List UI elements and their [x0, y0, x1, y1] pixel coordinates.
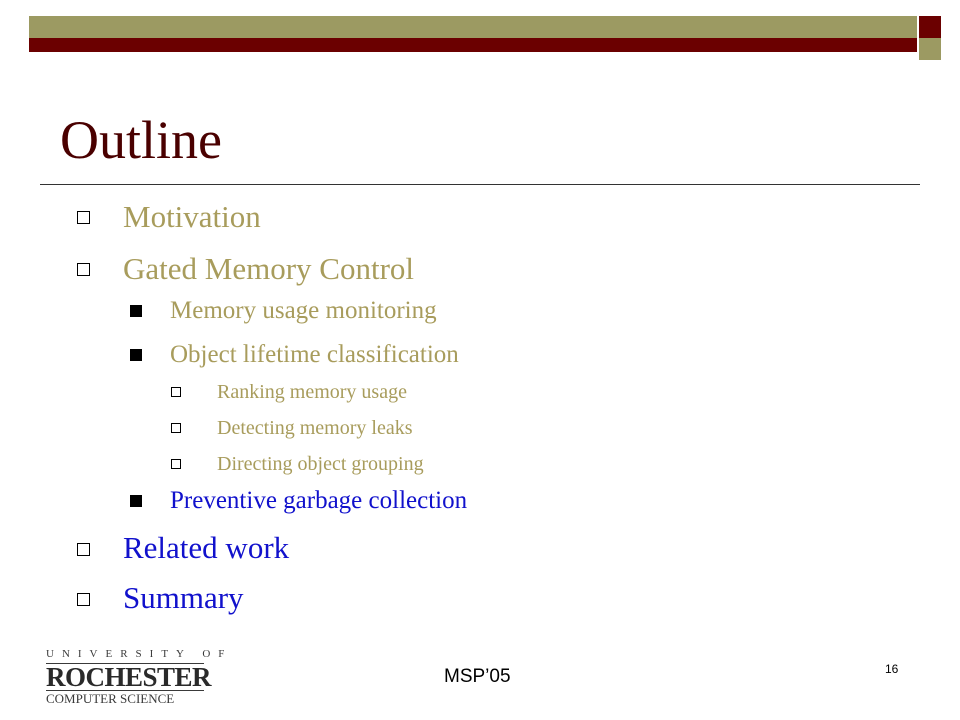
- logo-line-university-of: UNIVERSITY OF: [46, 648, 233, 660]
- outline-item-directing-object-grouping: Directing object grouping: [217, 453, 424, 475]
- hollow-square-bullet-icon: [171, 387, 181, 397]
- logo-line-computer-science: COMPUTER SCIENCE: [46, 691, 175, 706]
- outline-item-preventive-garbage-collection: Preventive garbage collection: [170, 487, 468, 514]
- hollow-square-bullet-icon: [171, 459, 181, 469]
- outline-item-detecting-memory-leaks: Detecting memory leaks: [217, 417, 413, 439]
- outline-item-gated-memory-control: Gated Memory Control: [123, 251, 415, 286]
- page-number: 16: [885, 662, 899, 676]
- header-bar-maroon: [29, 38, 917, 52]
- hollow-square-bullet-icon: [171, 423, 181, 433]
- corner-square-maroon: [919, 16, 941, 38]
- hollow-square-bullet-icon: [77, 263, 90, 276]
- logo-line-rochester: ROCHESTER: [46, 662, 212, 692]
- university-logo: [46, 648, 233, 707]
- corner-square-olive: [919, 38, 941, 60]
- outline-item-ranking-memory-usage: Ranking memory usage: [217, 381, 407, 403]
- outline-item-memory-usage-monitoring: Memory usage monitoring: [170, 297, 437, 324]
- slide-title: Outline: [60, 110, 222, 170]
- footer-label: MSP’05: [444, 666, 511, 687]
- filled-square-bullet-icon: [130, 495, 142, 507]
- hollow-square-bullet-icon: [77, 543, 90, 556]
- outline-item-summary: Summary: [123, 580, 244, 615]
- hollow-square-bullet-icon: [77, 593, 90, 606]
- filled-square-bullet-icon: [130, 305, 142, 317]
- outline-item-motivation: Motivation: [123, 199, 261, 234]
- outline-item-object-lifetime-classification: Object lifetime classification: [170, 341, 459, 368]
- filled-square-bullet-icon: [130, 349, 142, 361]
- hollow-square-bullet-icon: [77, 211, 90, 224]
- title-divider: [40, 184, 920, 185]
- outline-item-related-work: Related work: [123, 530, 290, 565]
- header-bar-olive: [29, 16, 917, 38]
